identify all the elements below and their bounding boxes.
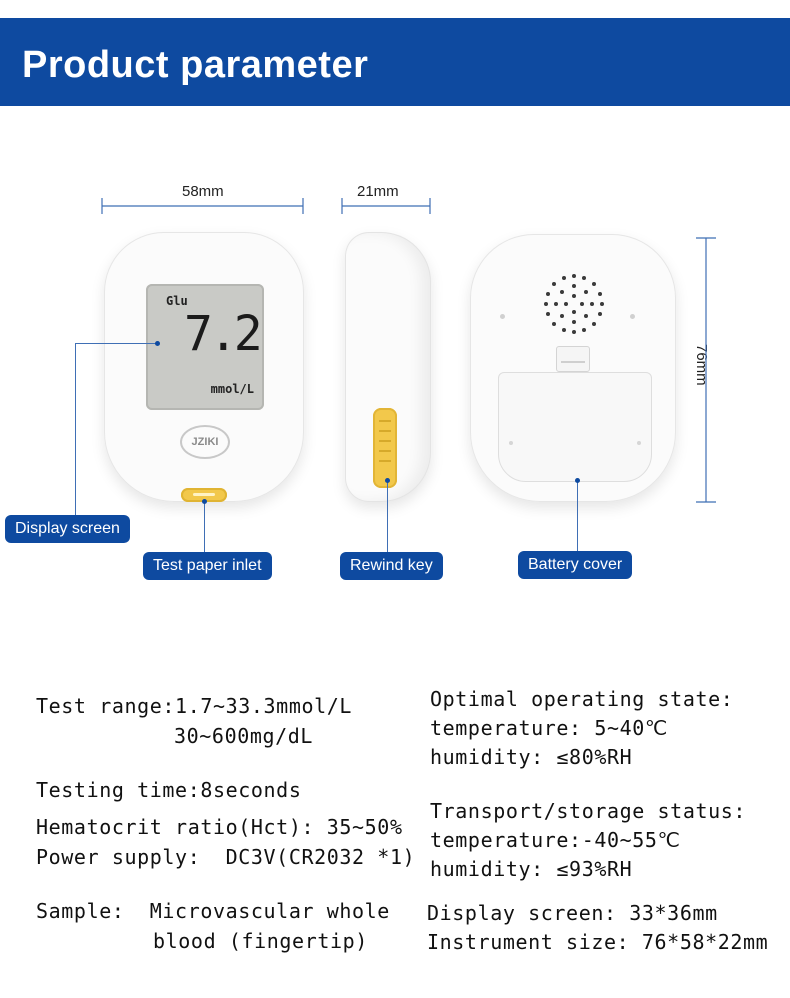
battery-cover-panel (498, 372, 652, 482)
depth-dimension-label: 21mm (357, 183, 399, 200)
height-dimension-label: 76mm (693, 344, 710, 386)
page-title: Product parameter (22, 44, 369, 86)
spec-optimal-title: Optimal operating state: (430, 687, 734, 711)
display-screen-callout: Display screen (5, 515, 130, 543)
spec-transport-temperature: temperature:-40~55℃ (430, 828, 681, 852)
lcd-screen (146, 284, 264, 410)
display-leader-h (75, 343, 158, 344)
spec-hematocrit: Hematocrit ratio(Hct): 35~50% (36, 815, 403, 839)
lcd-unit: mmol/L (210, 382, 254, 396)
speaker-grille (542, 272, 606, 336)
rewind-key-button (373, 408, 397, 488)
device-back-view (470, 234, 676, 502)
spec-sample-detail: blood (fingertip) (153, 929, 368, 953)
spec-transport-title: Transport/storage status: (430, 799, 747, 823)
battery-cover-latch (556, 346, 590, 372)
spec-test-range-mgdl: 30~600mg/dL (174, 724, 314, 748)
spec-test-range: Test range:1.7~33.3mmol/L (36, 694, 353, 718)
spec-testing-time: Testing time:8seconds (36, 778, 302, 802)
rewind-leader-dot (385, 478, 390, 483)
inlet-leader (204, 502, 205, 552)
brand-logo (180, 425, 230, 459)
spec-power-supply: Power supply: DC3V(CR2032 *1) (36, 845, 416, 869)
screw-hole-icon (630, 314, 635, 319)
battery-leader (577, 481, 578, 552)
display-leader-dot (155, 341, 160, 346)
rewind-key-callout: Rewind key (340, 552, 443, 580)
lcd-reading: 7.2 (184, 306, 259, 362)
device-side-view (345, 232, 431, 502)
display-leader-v (75, 343, 76, 516)
battery-cover-callout: Battery cover (518, 551, 632, 579)
inlet-leader-dot (202, 499, 207, 504)
rewind-leader (387, 481, 388, 552)
spec-display-screen-size: Display screen: 33*36mm (427, 901, 718, 925)
spec-optimal-humidity: humidity: ≤80%RH (430, 745, 633, 769)
test-paper-inlet-callout: Test paper inlet (143, 552, 272, 580)
spec-transport-humidity: humidity: ≤93%RH (430, 857, 633, 881)
width-dimension-label: 58mm (182, 183, 224, 200)
brand-logo-text: JZIKI (191, 436, 219, 448)
screw-hole-icon (500, 314, 505, 319)
spec-optimal-temperature: temperature: 5~40℃ (430, 716, 668, 740)
battery-leader-dot (575, 478, 580, 483)
spec-sample: Sample: Microvascular whole (36, 899, 390, 923)
lcd-glucose-label: Glu (166, 294, 188, 308)
spec-instrument-size: Instrument size: 76*58*22mm (427, 930, 769, 954)
device-front-view (104, 232, 304, 502)
